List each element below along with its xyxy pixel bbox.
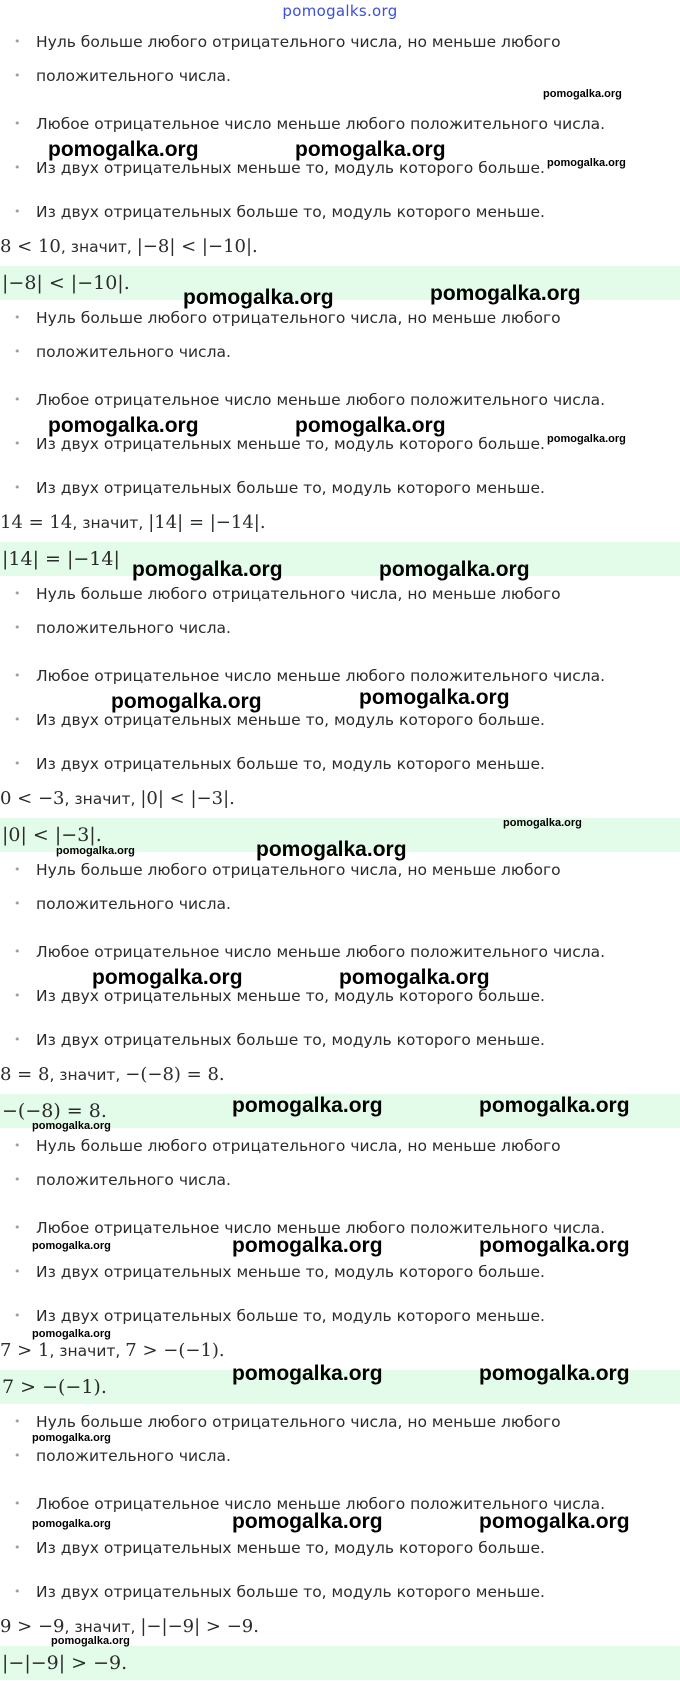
watermark: pomogalka.org — [132, 558, 283, 581]
condition-line: 9 > −9, значит, |−|−9| > −9. — [0, 1616, 259, 1637]
watermark: pomogalka.org — [430, 282, 581, 305]
watermark: pomogalka.org — [339, 966, 490, 989]
watermark: pomogalka.org — [295, 414, 446, 437]
section-2: Нуль больше любого отрицательного числа, но меньше любого положительного числа. Любое отрицательное число меньше любого положительного числа. Из двух отрицательных меньше то, модуль которого больше. Из двух отрицательных больше то, модуль которого меньше. 14 = 14, значит, |14| = |−14|. |14| = |−14| — [0, 298, 680, 574]
answer-box: |14| = |−14| — [0, 542, 680, 576]
watermark: pomogalka.org — [479, 1094, 630, 1117]
condition-line: 7 > 1, значит, 7 > −(−1). — [0, 1340, 225, 1361]
watermark-small: pomogalka.org — [32, 1120, 111, 1132]
watermark: pomogalka.org — [232, 1094, 383, 1117]
watermark-small: pomogalka.org — [503, 817, 582, 829]
watermark: pomogalka.org — [48, 138, 199, 161]
condition-line: 8 < 10, значит, |−8| < |−10|. — [0, 236, 258, 257]
section-4: Нуль больше любого отрицательного числа, но меньше любого положительного числа. Любое отрицательное число меньше любого положительного числа. Из двух отрицательных меньше то, модуль которого больше. Из двух отрицательных больше то, модуль которого меньше. 8 = 8, значит, −(−8) = 8. −(−8) = 8. — [0, 850, 680, 1126]
watermark: pomogalka.org — [48, 414, 199, 437]
watermark-small: pomogalka.org — [32, 1240, 111, 1252]
watermark: pomogalka.org — [92, 966, 243, 989]
watermark-small: pomogalka.org — [547, 433, 626, 445]
section-5: Нуль больше любого отрицательного числа, но меньше любого положительного числа. Любое отрицательное число меньше любого положительного числа. Из двух отрицательных меньше то, модуль которого больше. Из двух отрицательных больше то, модуль которого меньше. 7 > 1, значит, 7 > −(−1). 7 > −(−1). — [0, 1126, 680, 1402]
watermark-small: pomogalka.org — [51, 1635, 130, 1647]
watermark: pomogalka.org — [232, 1362, 383, 1385]
watermark: pomogalka.org — [479, 1234, 630, 1257]
watermark-small: pomogalka.org — [547, 157, 626, 169]
section-3: Нуль больше любого отрицательного числа, но меньше любого положительного числа. Любое отрицательное число меньше любого положительного числа. Из двух отрицательных меньше то, модуль которого больше. Из двух отрицательных больше то, модуль которого меньше. 0 < −3, значит, |0| < |−3|. |0| < |−3|. — [0, 574, 680, 850]
answer-box: −(−8) = 8. — [0, 1094, 680, 1128]
condition-line: 8 = 8, значит, −(−8) = 8. — [0, 1064, 225, 1085]
section-6: Нуль больше любого отрицательного числа, но меньше любого положительного числа. Любое отрицательное число меньше любого положительного числа. Из двух отрицательных меньше то, модуль которого больше. Из двух отрицательных больше то, модуль которого меньше. 9 > −9, значит, |−|−9| > −9. |−|−9| > −9. — [0, 1402, 680, 1678]
answer-box: 7 > −(−1). — [0, 1370, 680, 1404]
watermark: pomogalka.org — [479, 1510, 630, 1533]
watermark: pomogalka.org — [379, 558, 530, 581]
answer-box: |0| < |−3|. — [0, 818, 680, 852]
watermark-small: pomogalka.org — [56, 845, 135, 857]
answer-box: |−|−9| > −9. — [0, 1646, 680, 1680]
watermark-small: pomogalka.org — [32, 1328, 111, 1340]
watermark-small: pomogalka.org — [32, 1432, 111, 1444]
watermark: pomogalka.org — [232, 1510, 383, 1533]
watermark: pomogalka.org — [256, 838, 407, 861]
section-1: Нуль больше любого отрицательного числа, но меньше любого положительного числа. Любое отрицательное число меньше любого положительного числа. Из двух отрицательных меньше то, модуль которого больше. Из двух отрицательных больше то, модуль которого меньше. 8 < 10, значит, |−8| < |−10|. |−8| < |−10|. — [0, 22, 680, 298]
watermark: pomogalka.org — [479, 1362, 630, 1385]
site-header: pomogalks.org — [282, 2, 398, 20]
watermark: pomogalka.org — [183, 286, 334, 309]
answer-box: |−8| < |−10|. — [0, 266, 680, 300]
watermark-small: pomogalka.org — [32, 1518, 111, 1530]
condition-line: 14 = 14, значит, |14| = |−14|. — [0, 512, 266, 533]
watermark: pomogalka.org — [295, 138, 446, 161]
watermark: pomogalka.org — [111, 690, 262, 713]
watermark: pomogalka.org — [359, 686, 510, 709]
watermark-small: pomogalka.org — [543, 88, 622, 100]
condition-line: 0 < −3, значит, |0| < |−3|. — [0, 788, 235, 809]
watermark: pomogalka.org — [232, 1234, 383, 1257]
